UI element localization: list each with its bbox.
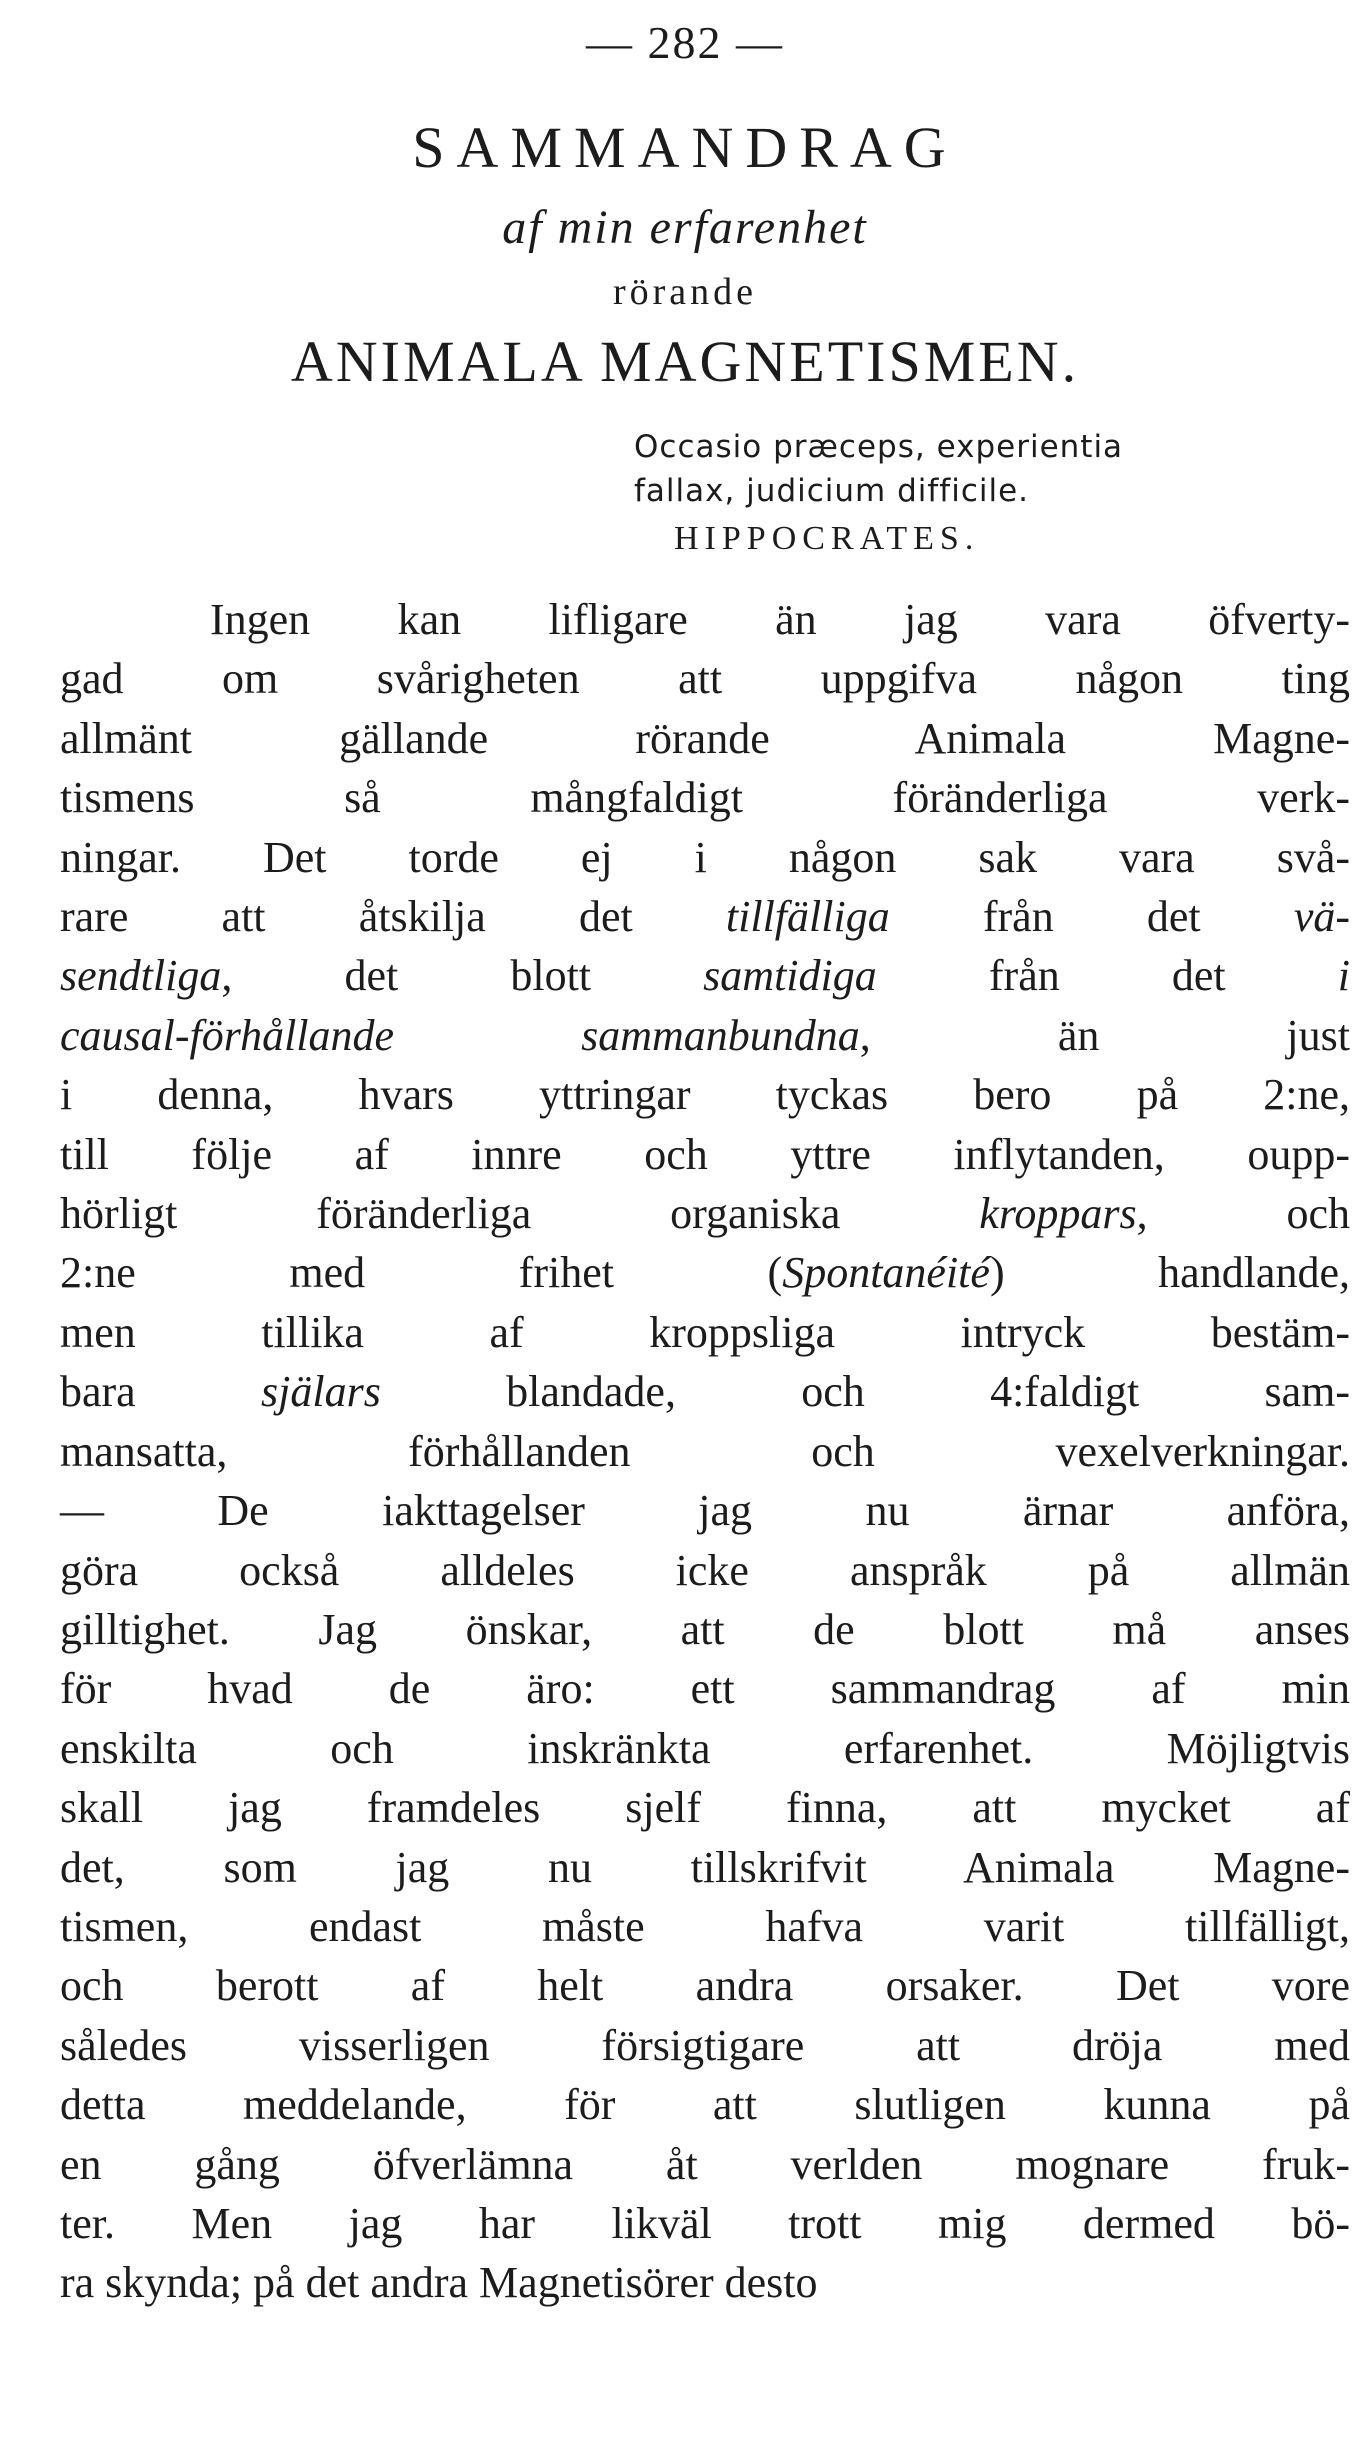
text-segment: mansatta, förhållanden och vexelverkningar. [60,1426,1350,1476]
text-line [60,1956,1350,2015]
text-line [60,2194,1350,2253]
text-segment: för hvad de äro: ett sammandrag af min [60,1664,1350,1714]
text-line [60,2075,1350,2134]
epigraph-line: fallax, judicium difficile. [634,473,1030,509]
text-line [60,590,1350,649]
text-line [60,2016,1350,2075]
text-segment: det, som jag nu tillskrifvit Animala Magne- [60,1842,1350,1892]
italic-phrase: causal-förhållande sammanbundna [60,1010,860,1060]
text-line [60,1303,1350,1362]
text-line [60,1719,1350,1778]
text-line [60,649,1350,708]
italic-phrase: vä- [1293,892,1350,942]
italic-phrase: sendtliga [60,951,222,1001]
italic-phrase: Spontanéité [782,1248,990,1298]
subtitle-af: af [502,201,544,254]
text-segment: blandade, och 4:faldigt sam- [380,1367,1350,1417]
italic-phrase: kroppars [979,1189,1137,1239]
text-line [60,1778,1350,1837]
text-line [60,1541,1350,1600]
text-segment: ter. Men jag har likväl trott mig dermed bö- [60,2198,1350,2248]
italic-phrase: själars [261,1367,381,1417]
text-line [60,1659,1350,1718]
italic-phrase: tillfälliga [725,892,890,942]
chapter-subtitle [0,200,1370,255]
text-segment: rare att åtskilja det [60,892,726,942]
text-line [60,709,1350,768]
text-line [60,1125,1350,1184]
text-line [60,1243,1350,1302]
text-segment: ) handlande, [989,1248,1350,1298]
text-segment: från det [889,892,1294,942]
page-number: — 282 — [586,17,784,68]
text-line [60,1838,1350,1897]
text-segment: , än just [859,1010,1351,1060]
text-line [60,946,1350,1005]
text-segment: Ingen kan lifligare än jag vara öfverty- [210,595,1350,644]
text-line [60,1600,1350,1659]
text-segment: tismen, endast måste hafva varit tillfälligt, [60,1901,1350,1951]
text-line [60,1422,1350,1481]
text-line [60,1065,1350,1124]
text-segment: gad om svårigheten att uppgifva någon ting [60,654,1350,704]
text-segment: således visserligen försigtigare att dröja med [60,2020,1350,2070]
epigraph-author: HIPPOCRATES. [674,520,980,557]
subtitle-rorande: rörande [612,271,758,313]
text-segment: gilltighet. Jag önskar, att de blott må anses [60,1604,1350,1654]
text-segment: 2:ne med frihet ( [60,1248,783,1298]
text-line [60,1897,1350,1956]
epigraph [634,425,1334,561]
text-segment: ningar. Det torde ej i någon sak vara svå- [60,832,1350,882]
text-segment: hörligt föränderliga organiska [60,1189,980,1239]
italic-phrase: samtidiga [703,951,877,1001]
text-line [60,2253,1350,2312]
text-segment: , och [1136,1189,1350,1239]
text-line [60,828,1350,887]
text-segment: och berott af helt andra orsaker. Det vore [60,1961,1350,2011]
text-segment: skall jag framdeles sjelf finna, att mycket af [60,1783,1350,1833]
text-segment: — De iakttagelser jag nu ärnar anföra, [60,1486,1350,1536]
text-segment: , det blott [221,951,704,1001]
body-text [60,590,1350,2313]
subtitle-rest: min erfarenhet [557,201,868,254]
text-segment: men tillika af kroppsliga intryck bestäm- [60,1307,1350,1357]
text-line [60,1362,1350,1421]
italic-phrase: i [1337,951,1350,1001]
text-segment: allmänt gällande rörande Animala Magne- [60,713,1350,763]
text-segment: enskilta och inskränkta erfarenhet. Möjligtvis [60,1723,1350,1773]
text-segment: en gång öfverlämna åt verlden mognare fruk- [60,2139,1350,2189]
chapter-heading: ANIMALA MAGNETISMEN. [290,329,1080,394]
text-segment: göra också alldeles icke anspråk på allmän [60,1545,1350,1595]
epigraph-line: Occasio præceps, experientia [634,429,1124,465]
text-segment: ra skynda; på det andra Magnetisörer desto [60,2258,818,2308]
text-line [60,1481,1350,1540]
text-segment: från det [876,951,1338,1001]
text-line [60,768,1350,827]
text-line [60,2135,1350,2194]
chapter-title: SAMMANDRAG [412,115,958,180]
text-line [60,887,1350,946]
text-line [60,1184,1350,1243]
text-segment: detta meddelande, för att slutligen kunna på [60,2080,1350,2130]
text-segment: bara [60,1367,262,1417]
text-segment: tismens så mångfaldigt föränderliga verk- [60,773,1350,823]
text-segment: i denna, hvars yttringar tyckas bero på 2:ne, [60,1070,1350,1120]
text-segment: till följe af innre och yttre inflytanden, oupp- [60,1129,1350,1179]
text-line [60,1006,1350,1065]
